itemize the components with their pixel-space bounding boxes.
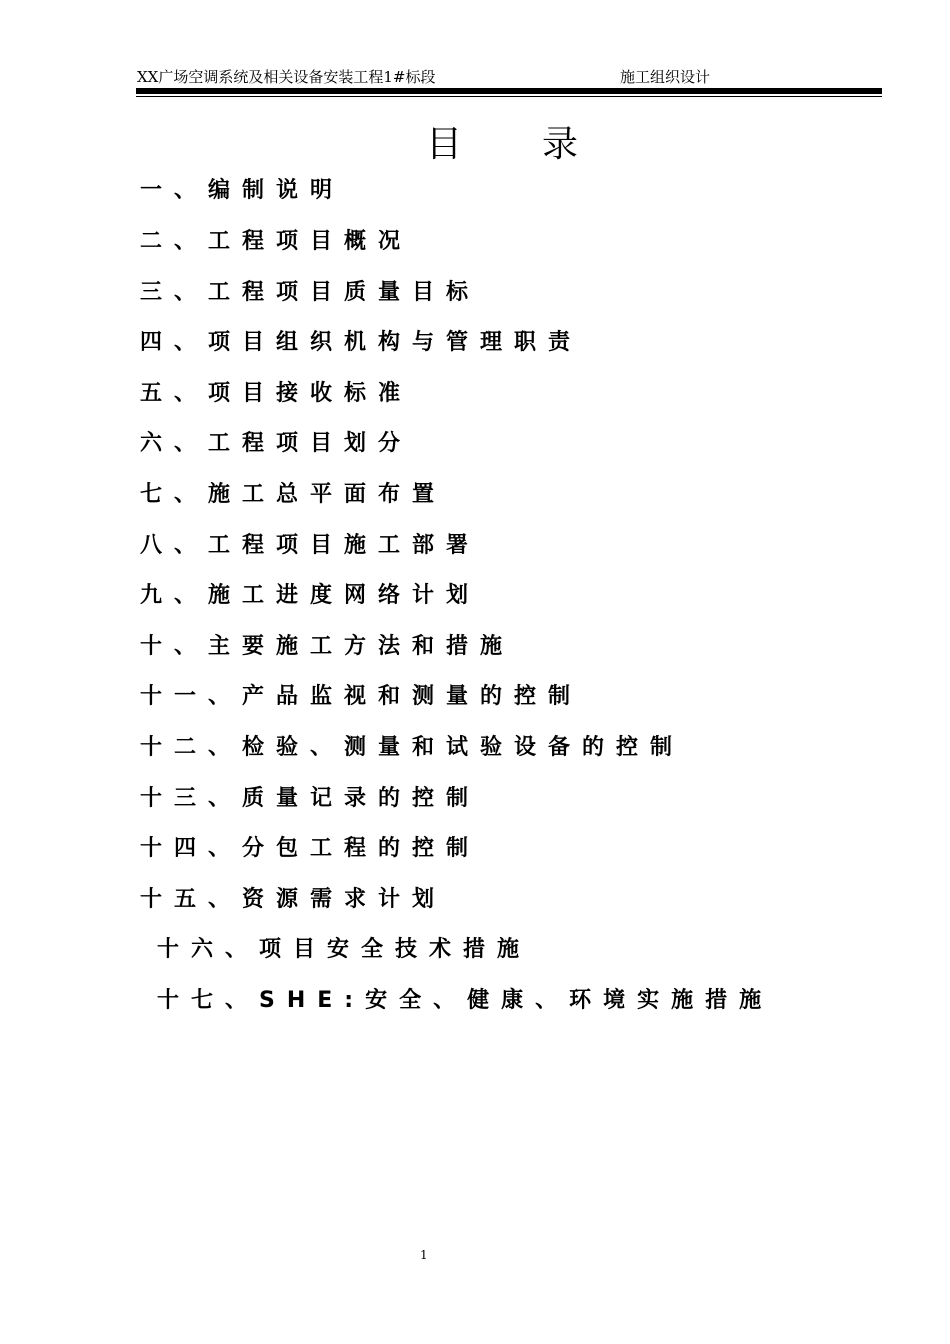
toc-item[interactable]: 十二、检验、测量和试验设备的控制	[140, 735, 685, 760]
toc-item[interactable]: 十七、SHE:安全、健康、环境实施措施	[157, 988, 774, 1013]
toc-item[interactable]: 八、工程项目施工部署	[140, 533, 481, 558]
toc-item[interactable]: 十三、质量记录的控制	[140, 786, 481, 811]
toc-item[interactable]: 四、项目组织机构与管理职责	[140, 330, 583, 355]
toc-item[interactable]: 十五、资源需求计划	[140, 887, 447, 912]
page-number: 1	[420, 1248, 428, 1262]
toc-item[interactable]: 三、工程项目质量目标	[140, 280, 481, 305]
toc-item[interactable]: 六、工程项目划分	[140, 431, 413, 456]
toc-item[interactable]: 一、编制说明	[140, 178, 345, 203]
toc-item[interactable]: 十一、产品监视和测量的控制	[140, 684, 583, 709]
toc-item[interactable]: 七、施工总平面布置	[140, 482, 447, 507]
header-divider-thick	[136, 88, 882, 94]
header-divider-thin	[136, 96, 882, 97]
toc-item[interactable]: 十六、项目安全技术措施	[157, 937, 532, 962]
toc-item[interactable]: 九、施工进度网络计划	[140, 583, 481, 608]
toc-item[interactable]: 二、工程项目概况	[140, 229, 413, 254]
toc-item[interactable]: 五、项目接收标准	[140, 381, 413, 406]
toc-item[interactable]: 十、主要施工方法和措施	[140, 634, 515, 659]
toc-title: 目录	[426, 124, 659, 165]
header-document-type: 施工组织设计	[620, 68, 711, 86]
header-project-name: XX广场空调系统及相关设备安装工程1#标段	[137, 68, 436, 86]
toc-item[interactable]: 十四、分包工程的控制	[140, 836, 481, 861]
